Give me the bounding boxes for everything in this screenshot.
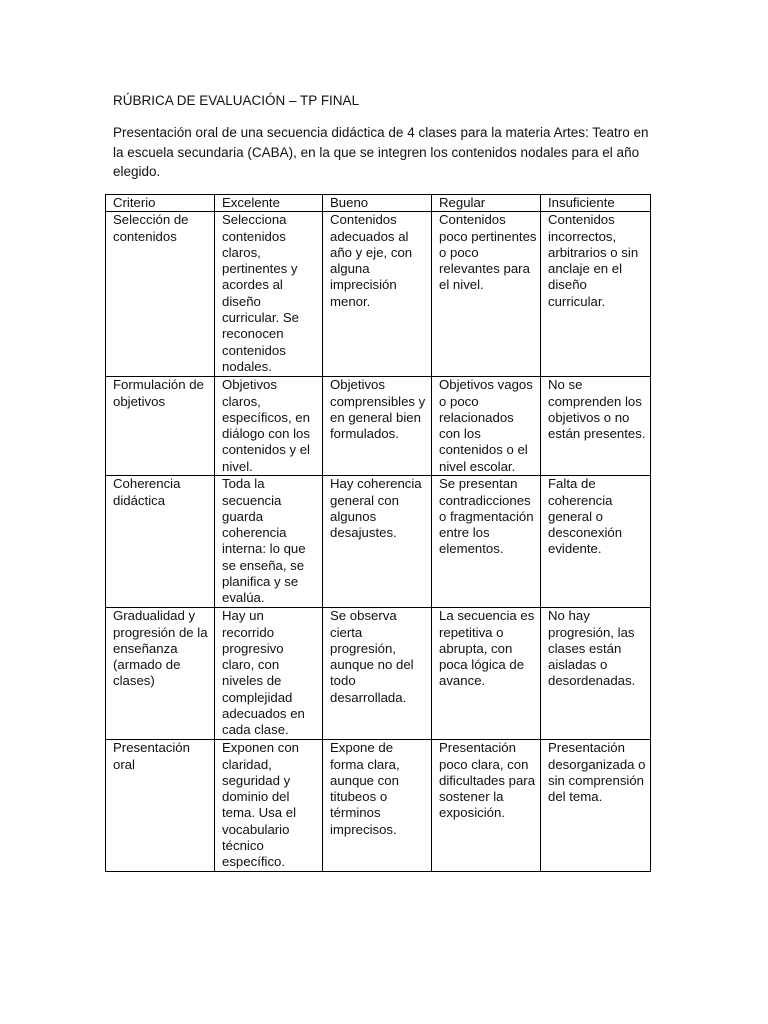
cell-criterio: Selección de contenidos [106,212,215,377]
table-row [106,608,651,740]
cell-regular: Objetivos vagos o poco relacionados con los contenidos o el nivel escolar. [432,377,541,476]
header-criterio: Criterio [106,195,215,212]
cell-excelente: Hay un recorrido progresivo claro, con niveles de complejidad adecuados en cada clase. [215,608,323,740]
table-row [106,476,651,608]
cell-insuficiente: Falta de coherencia general o desconexión evidente. [541,476,651,608]
cell-insuficiente: Presentación desorganizada o sin comprensión del tema. [541,740,651,872]
document-title: RÚBRICA DE EVALUACIÓN – TP FINAL [113,93,360,108]
table-header-row [106,195,651,212]
table-row [106,740,651,872]
header-insuficiente: Insuficiente [541,195,651,212]
cell-excelente: Objetivos claros, específicos, en diálogo con los contenidos y el nivel. [215,377,323,476]
cell-bueno: Hay coherencia general con algunos desajustes. [323,476,432,608]
header-bueno: Bueno [323,195,432,212]
cell-regular: Contenidos poco pertinentes o poco relevantes para el nivel. [432,212,541,377]
cell-bueno: Se observa cierta progresión, aunque no del todo desarrollada. [323,608,432,740]
cell-insuficiente: Contenidos incorrectos, arbitrarios o sin anclaje en el diseño curricular. [541,212,651,377]
rubric-table [105,194,651,872]
cell-insuficiente: No se comprenden los objetivos o no están presentes. [541,377,651,476]
cell-bueno: Objetivos comprensibles y en general bien formulados. [323,377,432,476]
cell-criterio: Presentación oral [106,740,215,872]
cell-criterio: Gradualidad y progresión de la enseñanza (armado de clases) [106,608,215,740]
table-row [106,377,651,476]
cell-excelente: Selecciona contenidos claros, pertinentes y acordes al diseño curricular. Se reconocen contenidos nodales. [215,212,323,377]
header-regular: Regular [432,195,541,212]
cell-excelente: Exponen con claridad, seguridad y dominio del tema. Usa el vocabulario técnico específico. [215,740,323,872]
cell-excelente: Toda la secuencia guarda coherencia interna: lo que se enseña, se planifica y se evalúa. [215,476,323,608]
cell-regular: Presentación poco clara, con dificultades para sostener la exposición. [432,740,541,872]
cell-insuficiente: No hay progresión, las clases están aisladas o desordenadas. [541,608,651,740]
cell-criterio: Coherencia didáctica [106,476,215,608]
cell-regular: Se presentan contradicciones o fragmentación entre los elementos. [432,476,541,608]
cell-regular: La secuencia es repetitiva o abrupta, con poca lógica de avance. [432,608,541,740]
table-row [106,212,651,377]
cell-bueno: Contenidos adecuados al año y eje, con alguna imprecisión menor. [323,212,432,377]
cell-criterio: Formulación de objetivos [106,377,215,476]
intro-paragraph: Presentación oral de una secuencia didáctica de 4 clases para la materia Artes: Teatro en la escuela secundaria (CABA), en la que se integren los contenidos nodales para el año elegido. [113,125,649,179]
header-excelente: Excelente [215,195,323,212]
cell-bueno: Expone de forma clara, aunque con titubeos o términos imprecisos. [323,740,432,872]
